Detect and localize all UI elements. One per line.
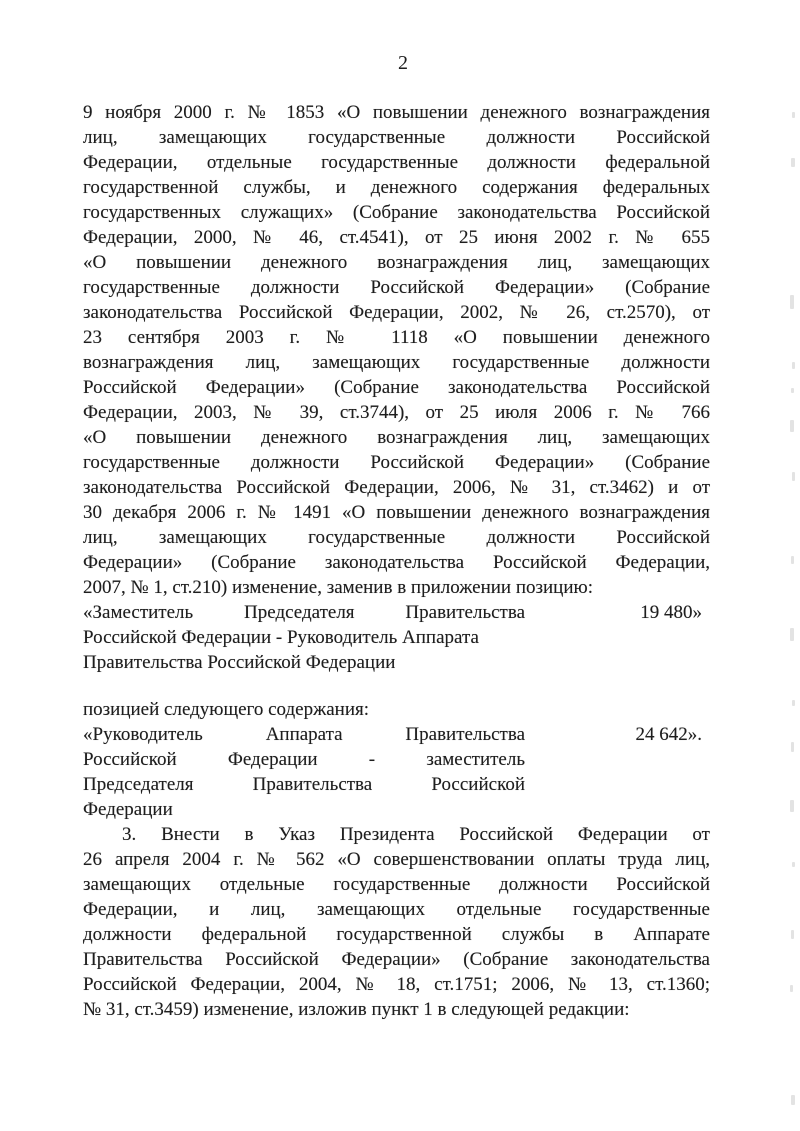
text-line: Федерации, и лиц, замещающих отдельные государственные [83, 899, 710, 920]
text-line: 3. Внести в Указ Президента Российской Федерации от [122, 824, 710, 845]
scan-speck [792, 472, 795, 481]
text-line: 26 апреля 2004 г. № 562 «О совершенствовании оплаты труда лиц, [83, 849, 710, 870]
text-line: Российской Федерации - Руководитель Аппарата [83, 627, 479, 648]
text-line: законодательства Российской Федерации, 2002, № 26, ст.2570), от [83, 302, 710, 323]
old-position-row [83, 600, 710, 675]
page-number: 2 [398, 52, 408, 74]
paragraph-item-3 [83, 822, 710, 1022]
text-line: «О повышении денежного вознаграждения лиц, замещающих [83, 427, 710, 448]
text-line: Российской Федерации - заместитель [83, 749, 525, 770]
document-body [83, 100, 710, 1022]
new-position-title [83, 722, 525, 822]
text-line: Председателя Правительства Российской [83, 774, 525, 795]
text-line: «Заместитель Председателя Правительства [83, 602, 525, 623]
scan-speck [792, 362, 795, 369]
text-line: должности федеральной государственной службы в Аппарате [83, 924, 710, 945]
scan-speck [791, 556, 794, 564]
replacement-intro-line: позицией следующего содержания: [83, 699, 370, 720]
scan-speck [790, 800, 794, 812]
text-line: Российской Федерации» (Собрание законодательства Российской [83, 377, 710, 398]
text-line: государственных служащих» (Собрание законодательства Российской [83, 202, 710, 223]
text-line: Федерации, 2003, № 39, ст.3744), от 25 июля 2006 г. № 766 [83, 402, 710, 423]
text-line: Российской Федерации, 2004, № 18, ст.1751; 2006, № 13, ст.1360; [83, 974, 710, 995]
text-line: государственные должности Российской Федерации» (Собрание [83, 277, 710, 298]
text-line: «Руководитель Аппарата Правительства [83, 724, 525, 745]
text-line: лиц, замещающих государственные должности Российской [83, 527, 710, 548]
scan-speck [790, 985, 793, 992]
text-line: законодательства Российской Федерации, 2006, № 31, ст.3462) и от [83, 477, 710, 498]
scan-speck [792, 862, 795, 867]
scan-speck [790, 628, 794, 641]
scan-speck [791, 388, 794, 393]
text-line: Федерации, отдельные государственные должности федеральной [83, 152, 710, 173]
scan-speck [791, 742, 794, 752]
text-line: государственные должности Российской Федерации» (Собрание [83, 452, 710, 473]
text-line: № 31, ст.3459) изменение, изложив пункт 1 в следующей редакции: [83, 999, 630, 1020]
paragraph-amendments-list [83, 100, 710, 600]
text-line: Правительства Российской Федерации [83, 652, 396, 673]
scan-speck [792, 700, 795, 706]
text-line: Правительства Российской Федерации» (Собрание законодательства [83, 949, 710, 970]
text-line: государственной службы, и денежного содержания федеральных [83, 177, 710, 198]
scan-speck [792, 112, 795, 118]
text-line: «О повышении денежного вознаграждения лиц, замещающих [83, 252, 710, 273]
text-line: лиц, замещающих государственные должности Российской [83, 127, 710, 148]
text-line: Федерации [83, 799, 173, 820]
scan-speck [791, 930, 794, 939]
text-line: Федерации, 2000, № 46, ст.4541), от 25 июня 2002 г. № 655 [83, 227, 710, 248]
text-line: 9 ноября 2000 г. № 1853 «О повышении денежного вознаграждения [83, 102, 710, 123]
old-position-title [83, 600, 525, 675]
text-line: 23 сентября 2003 г. № 1118 «О повышении денежного [83, 327, 710, 348]
scan-speck [791, 1095, 795, 1105]
scan-speck [790, 420, 794, 432]
text-line: 2007, № 1, ст.210) изменение, заменив в приложении позицию: [83, 577, 593, 598]
old-position-amount: 19 480» [640, 602, 702, 623]
new-position-amount: 24 642». [635, 724, 702, 745]
scan-speck [791, 158, 795, 167]
text-line: вознаграждения лиц, замещающих государственные должности [83, 352, 710, 373]
text-line: 30 декабря 2006 г. № 1491 «О повышении денежного вознаграждения [83, 502, 710, 523]
new-position-row [83, 722, 710, 822]
scan-speck [790, 295, 794, 309]
text-line: замещающих отдельные государственные должности Российской [83, 874, 710, 895]
text-line: Федерации» (Собрание законодательства Российской Федерации, [83, 552, 710, 573]
